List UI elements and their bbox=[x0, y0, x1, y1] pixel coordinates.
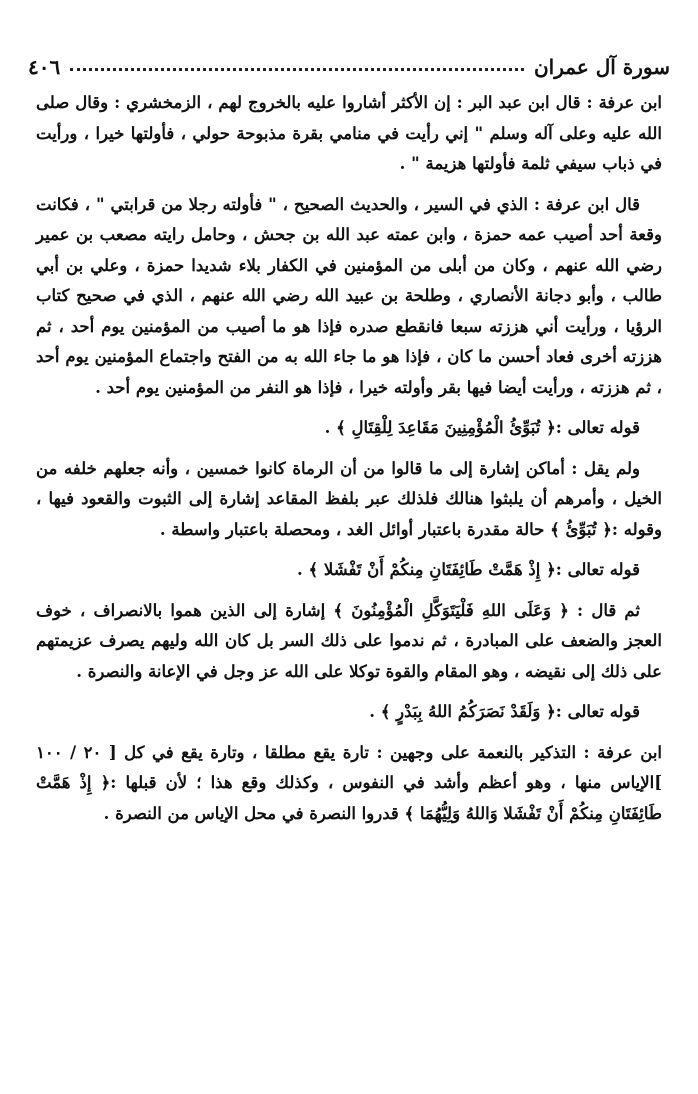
page-body bbox=[36, 88, 662, 839]
page-header bbox=[28, 52, 670, 82]
page-number: ٤٠٦ bbox=[28, 55, 61, 79]
surah-title: سورة آل عمران bbox=[533, 55, 670, 79]
paragraph-1: ابن عرفة : قال ابن عبد البر : إن الأكثر أشاروا عليه بالخروج لهم ، الزمخشري : وقال صلى الله عليه وعلى آله وسلم " إني رأيت في منامي بقرة مذبوحة حولي ، فأولتها خيرا ، ورأيت في ذباب سيفي ثلمة فأولتها هزيمة " . bbox=[36, 93, 662, 173]
verse-heading-3: قوله تعالى :﴿ وَلَقَدْ نَصَرَكُمُ اللهُ بِبَدْرٍ ﴾ . bbox=[369, 702, 640, 721]
paragraph-2: قال ابن عرفة : الذي في السير ، والحديث الصحيح ، " فأولته رجلا من قرابتي " ، فكانت وقعة أحد أصيب عمه حمزة ، وابن عمته عبد الله بن جحش ، وحامل رايته مصعب بن عمير رضي الله عنهم ، وكان من أبلى من المؤمنين في الكفار بلاء شديدا حمزة ، وعلي بن أبي طالب ، وأبو دجانة الأنصاري ، وطلحة بن عبيد الله رضي الله عنهم ، الذي في صحيح كتاب الرؤيا ، ورأيت أني هززته سبعا فانقطع صدره فإذا هو ما أصيب من المؤمنين يوم أحد ، ثم هززته أخرى فعاد أحسن ما كان ، فإذا هو ما جاء الله به من الفتح واجتماع المؤمنين يوم أحد ، ثم هززته ، ورأيت أيضا فيها بقر وأولته خيرا ، فإذا هو النفر من المؤمنين يوم أحد . bbox=[36, 194, 662, 397]
verse-heading-2: قوله تعالى :﴿ إِذْ هَمَّتْ طَائِفَتَانِ مِنكُمْ أَنْ تَفْشَلا ﴾ . bbox=[297, 560, 640, 579]
paragraph-5: ابن عرفة : التذكير بالنعمة على وجهين : تارة يقع مطلقا ، وتارة يقع في كل [ ٢٠ / ١٠٠ ]الإياس منها ، وهو أعظم وأشد في النفوس ، وكذلك وقع هذا ؛ لأن قبلها :﴿ إِذْ هَمَّتْ طَائِفَتَانِ مِنكُمْ أَنْ تَفْشَلا وَاللهُ وَلِيُّهُمَا ﴾ قدروا النصرة في محل الإياس من النصرة . bbox=[36, 742, 663, 823]
verse-heading-1: قوله تعالى :﴿ تُبَوِّئُ الْمُؤْمِنِينَ مَقَاعِدَ لِلْقِتَالِ ﴾ . bbox=[324, 418, 640, 437]
paragraph-4: ثم قال : ﴿ وَعَلَى اللهِ فَلْيَتَوَكَّلِ الْمُؤْمِنُونَ ﴾ إشارة إلى الذين هموا بالانصراف ، خوف العجز والضعف على المبادرة ، ثم ندموا على ذلك السر بل كان الله وليهم يصرف عزيمتهم على ذلك إلى نقيضه ، وهو المقام والقوة توكلا على الله عز وجل في الإعانة والنصرة . bbox=[36, 600, 662, 681]
header-dotted-rule bbox=[70, 68, 524, 71]
paragraph-3: ولم يقل : أماكن إشارة إلى ما قالوا من أن الرماة كانوا خمسين ، وأنه جعلهم خلفه من الخيل ، وأمرهم أن يلبثوا هنالك فلذلك عبر بلفظ المقاعد إشارة إلى الثبوت والقعود فيها ، وقوله :﴿ تُبَوِّئُ ﴾ حالة مقدرة باعتبار أوائل الغد ، ومحصلة باعتبار واسطة . bbox=[36, 458, 662, 539]
